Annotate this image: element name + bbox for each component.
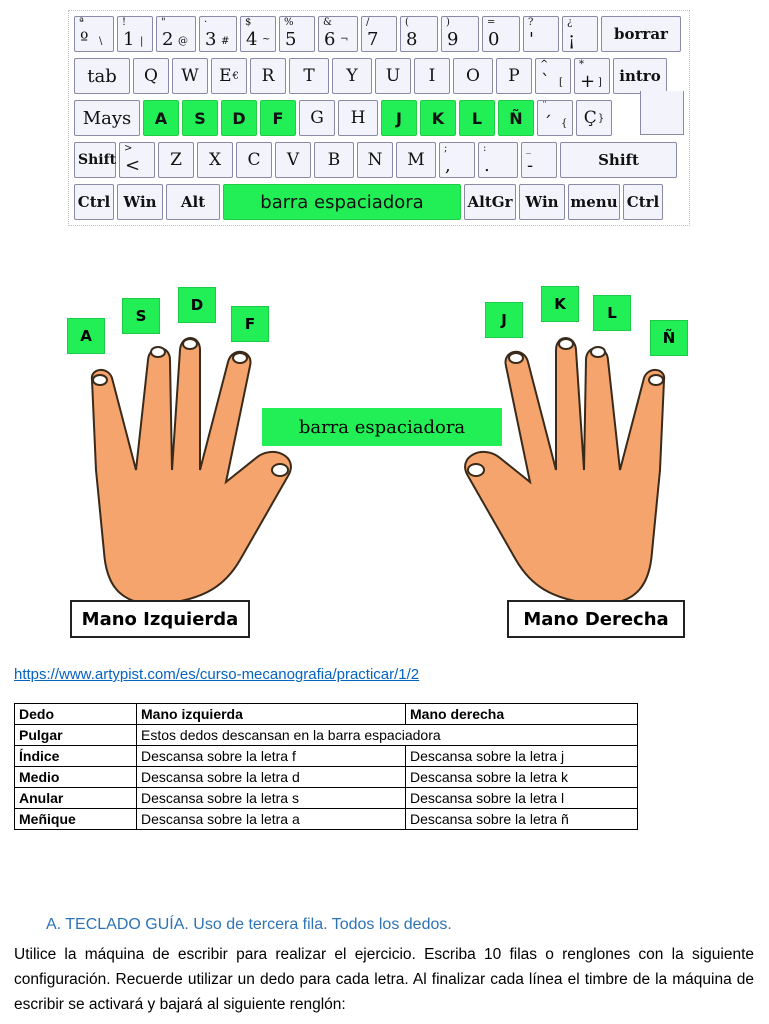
cell-left: Descansa sobre la letra a <box>137 809 406 830</box>
right-hand-icon <box>465 338 664 604</box>
finger-key-d: D <box>178 287 216 323</box>
finger-key-l: L <box>593 295 631 331</box>
cell-dedo: Pulgar <box>15 725 137 746</box>
key-i: I <box>414 58 450 94</box>
key-e: E € <box>211 58 247 94</box>
cell-left: Descansa sobre la letra f <box>137 746 406 767</box>
key-t: T <box>289 58 329 94</box>
key-intro: intro <box>613 58 667 94</box>
key-ctrl-right: Ctrl <box>623 184 663 220</box>
key-h: H <box>338 100 378 136</box>
key-2: " 2 @ <box>156 16 196 52</box>
key-f-home: F <box>260 100 296 136</box>
cell-right: Descansa sobre la letra k <box>406 767 638 788</box>
table-header-row <box>15 704 638 725</box>
finger-key-s: S <box>122 298 160 334</box>
key-enye-home: Ñ <box>498 100 534 136</box>
table-row <box>15 725 638 746</box>
left-hand-icon <box>92 338 291 604</box>
key-c: C <box>236 142 272 178</box>
key-4: $ 4 ~ <box>240 16 276 52</box>
table-row <box>15 809 638 830</box>
key-period: : . <box>478 142 518 178</box>
finger-key-j: J <box>485 302 523 338</box>
finger-key-k: K <box>541 286 579 322</box>
key-y: Y <box>332 58 372 94</box>
cell-dedo: Meñique <box>15 809 137 830</box>
finger-key-a: A <box>67 318 105 354</box>
key-s-home: S <box>182 100 218 136</box>
key-9: ) 9 <box>441 16 479 52</box>
key-borrar: borrar <box>601 16 681 52</box>
right-hand-label: Mano Derecha <box>507 600 685 638</box>
thumb-spacebar-label: barra espaciadora <box>262 408 502 446</box>
key-u: U <box>375 58 411 94</box>
cell-pulgar-text: Estos dedos descansan en la barra espaciadora <box>137 725 638 746</box>
key-tab: tab <box>74 58 130 94</box>
key-mays: Mays <box>74 100 140 136</box>
key-p: P <box>496 58 532 94</box>
section-heading: A. TECLADO GUÍA. Uso de tercera fila. Todos los dedos. <box>46 916 452 933</box>
key-less-than: > < <box>119 142 155 178</box>
key-menu: menu <box>568 184 620 220</box>
key-spacebar: barra espaciadora <box>223 184 461 220</box>
key-r: R <box>250 58 286 94</box>
key-win-left: Win <box>117 184 163 220</box>
key-z: Z <box>158 142 194 178</box>
instructions-paragraph: Utilice la máquina de escribir para realizar el ejercicio. Escriba 10 filas o renglones con la siguiente configuración. Recuerde utilizar un dedo para cada letra. Al finalizar cada línea el timbre de la máquina de escribir se activará y bajará al siguiente renglón: <box>14 946 754 1013</box>
table-row <box>15 746 638 767</box>
cell-left: Descansa sobre la letra d <box>137 767 406 788</box>
key-n: N <box>357 142 393 178</box>
key-g: G <box>299 100 335 136</box>
table-row <box>15 767 638 788</box>
key-comma: ; , <box>439 142 475 178</box>
key-j-home: J <box>381 100 417 136</box>
key-hyphen: _ - <box>521 142 557 178</box>
key-8: ( 8 <box>400 16 438 52</box>
key-shift-left: Shift <box>74 142 116 178</box>
key-w: W <box>172 58 208 94</box>
key-6: & 6 ¬ <box>318 16 358 52</box>
cell-dedo: Índice <box>15 746 137 767</box>
cell-right: Descansa sobre la letra j <box>406 746 638 767</box>
key-inverted-exclamation: ¿ ¡ <box>562 16 598 52</box>
key-shift-right: Shift <box>560 142 677 178</box>
key-a-home: A <box>143 100 179 136</box>
key-alt: Alt <box>166 184 220 220</box>
header-dedo: Dedo <box>15 704 137 725</box>
key-k-home: K <box>420 100 456 136</box>
header-mano-derecha: Mano derecha <box>406 704 638 725</box>
table-row <box>15 788 638 809</box>
cell-right: Descansa sobre la letra l <box>406 788 638 809</box>
key-x: X <box>197 142 233 178</box>
left-hand-label: Mano Izquierda <box>70 600 250 638</box>
key-apostrophe: ? ' <box>523 16 559 52</box>
finger-key-f: F <box>231 306 269 342</box>
key-q: Q <box>133 58 169 94</box>
key-plus: * + ] <box>574 58 610 94</box>
key-win-right: Win <box>519 184 565 220</box>
key-m: M <box>396 142 436 178</box>
key-7: / 7 <box>361 16 397 52</box>
practice-link[interactable]: https://www.artypist.com/es/curso-mecanografia/practicar/1/2 <box>14 666 420 683</box>
cell-dedo: Anular <box>15 788 137 809</box>
cell-dedo: Medio <box>15 767 137 788</box>
key-3: · 3 # <box>199 16 237 52</box>
finger-key-enye: Ñ <box>650 320 688 356</box>
key-cedilla: Ç } <box>576 100 612 136</box>
key-1: ! 1 | <box>117 16 153 52</box>
cell-right: Descansa sobre la letra ñ <box>406 809 638 830</box>
key-b: B <box>314 142 354 178</box>
key-d-home: D <box>221 100 257 136</box>
key-o: O <box>453 58 493 94</box>
key-v: V <box>275 142 311 178</box>
key-acute: ¨ ´ { <box>537 100 573 136</box>
key-ordinal: ª º \ <box>74 16 114 52</box>
header-mano-izquierda: Mano izquierda <box>137 704 406 725</box>
key-l-home: L <box>459 100 495 136</box>
key-altgr: AltGr <box>464 184 516 220</box>
key-5: % 5 <box>279 16 315 52</box>
key-ctrl-left: Ctrl <box>74 184 114 220</box>
finger-table <box>14 703 638 830</box>
key-0: = 0 <box>482 16 520 52</box>
key-grave: ^ ` [ <box>535 58 571 94</box>
cell-left: Descansa sobre la letra s <box>137 788 406 809</box>
